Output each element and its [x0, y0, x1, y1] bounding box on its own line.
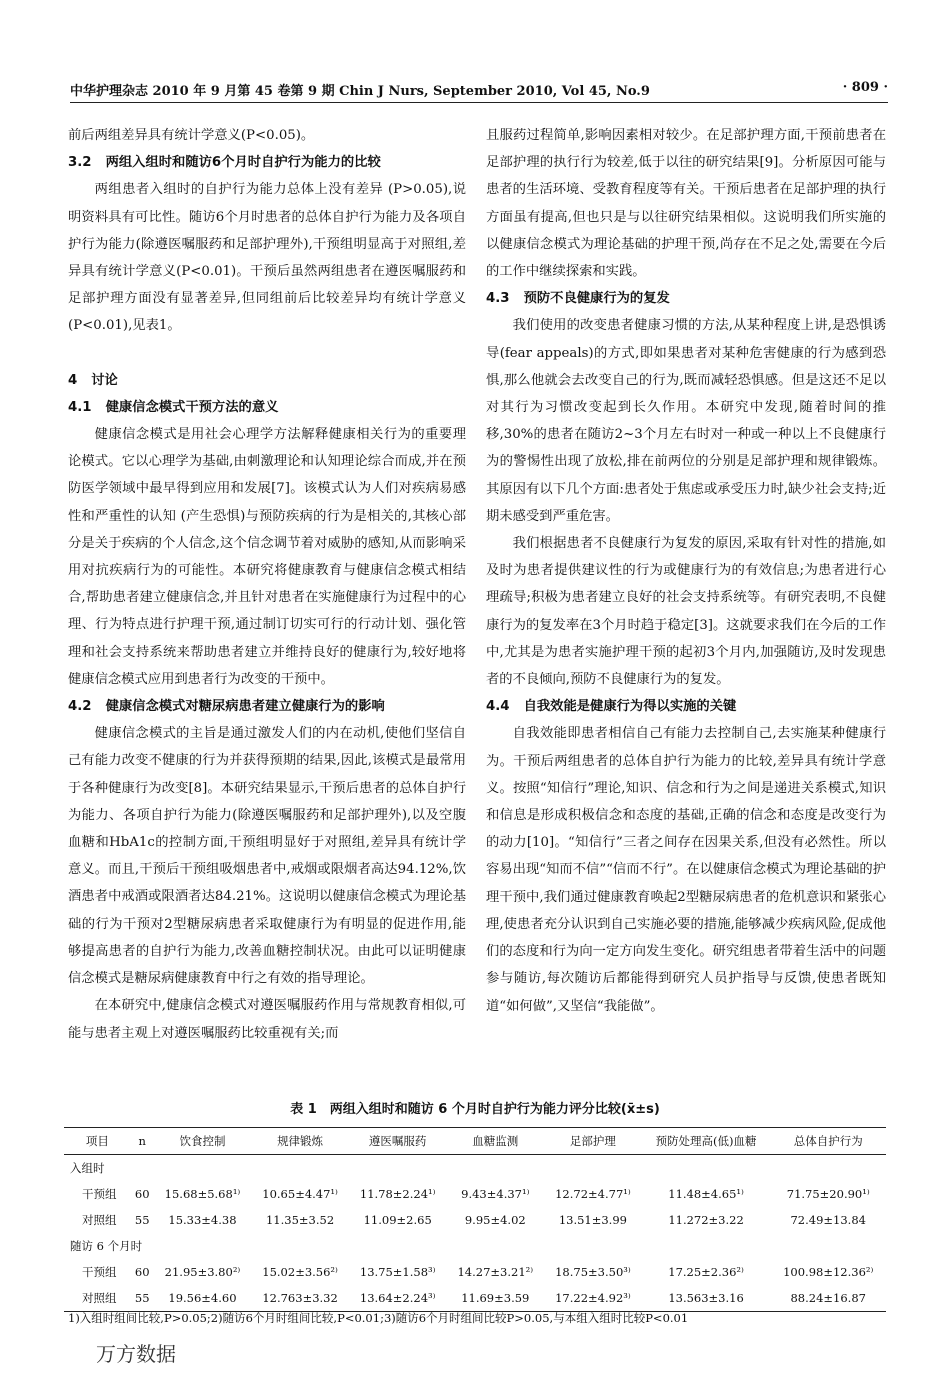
table-cell: 17.25±2.36²⁾: [668, 1265, 744, 1279]
column-header: 预防处理高(低)血糖: [655, 1134, 757, 1148]
table-cell: 15.68±5.68¹⁾: [164, 1187, 241, 1201]
table-header-row: [64, 1128, 886, 1155]
table-cell: 13.51±3.99: [558, 1213, 627, 1227]
table-cell: 21.95±3.80²⁾: [164, 1265, 241, 1279]
section-heading-4-4: 4.4 自我效能是健康行为得以实施的关键: [486, 699, 737, 715]
paragraph: 两组患者入组时的自护行为能力总体上没有差异 (P>0.05),说明资料具有可比性。随访6个月时患者的总体自护行为能力及各项自护行为能力(除遵医嘱服药和足部护理外),干预组明显高于对照组,差异具有统计学意义(P<0.01)。干预后虽然两组患者在遵医嘱服药和足部护理方面没有显著差异,但同组前后比较差异均有统计学意义(P<0.01),见表1。: [68, 182, 466, 334]
group-label: 随访 6 个月时: [70, 1239, 143, 1253]
right-column: [486, 122, 886, 1020]
paragraph: 健康信念模式的主旨是通过激发人们的内在动机,使他们坚信自己有能力改变不健康的行为并获得预期的结果,因此,该模式是最常用于各种健康行为改变[8]。本研究结果显示,干预后患者的总体自护行为能力、各项自护行为能力(除遵医嘱服药和足部护理外),以及空腹血糖和HbA1c的控制方面,干预组明显好于对照组,差异具有统计学意义。而且,干预后干预组吸烟患者中,戒烟或限烟者高达94.12%,饮酒患者中戒酒或限酒者达84.21%。这说明以健康信念模式为理论基础的行为干预对2型糖尿病患者采取健康行为有明显的促进作用,能够提高患者的自护行为能力,改善血糖控制状况。由此可以证明健康信念模式是糖尿病健康教育中行之有效的指导理论。: [68, 726, 466, 987]
table-cell: 60: [134, 1187, 150, 1201]
column-header: 足部护理: [569, 1134, 616, 1148]
table-cell: 14.27±3.21²⁾: [457, 1265, 534, 1279]
table-cell: 13.64±2.24³⁾: [359, 1291, 436, 1305]
table-cell: 17.22±4.92³⁾: [555, 1291, 631, 1305]
table-1: [64, 1098, 886, 1312]
table-cell: 15.33±4.38: [168, 1213, 237, 1227]
column-header: 项目: [85, 1134, 109, 1148]
table-cell: 11.09±2.65: [363, 1213, 432, 1227]
paragraph: 且服药过程简单,影响因素相对较少。在足部护理方面,干预前患者在足部护理的执行行为较差,低于以往的研究结果[9]。分析原因可能与患者的生活环境、受教育程度等有关。干预后患者在足部护理的执行方面虽有提高,但也只是与以往研究结果相似。这说明我们所实施的以健康信念模式为理论基础的护理干预,尚存在不足之处,需要在今后的工作中继续探索和实践。: [486, 128, 886, 280]
table-cell: 19.56±4.60: [168, 1291, 237, 1305]
paragraph: 在本研究中,健康信念模式对遵医嘱服药作用与常规教育相似,可能与患者主观上对遵医嘱服药比较重视有关;而: [68, 998, 466, 1041]
paragraph: 我们使用的改变患者健康习惯的方法,从某种程度上讲,是恐惧诱导(fear appeals)的方式,即如果患者对某种危害健康的行为感到恐惧,那么他就会去改变自己的行为,既而减轻恐惧感。但是这还不足以对其行为习惯改变起到长久作用。本研究中发现,随着时间的推移,30%的患者在随访2~3个月左右时对一种或一种以上不良健康行为的警惕性出现了放松,排在前两位的分别是足部护理和规律锻炼。其原因有以下几个方面:患者处于焦虑或承受压力时,缺少社会支持;近期未感受到严重危害。: [486, 318, 886, 524]
table-row: [64, 1285, 886, 1312]
table-cell: 88.24±16.87: [790, 1291, 866, 1305]
table-cell: 干预组: [82, 1187, 117, 1201]
column-header: 饮食控制: [179, 1134, 226, 1148]
table-cell: 18.75±3.50³⁾: [555, 1265, 631, 1279]
table-cell: 对照组: [82, 1213, 117, 1227]
table-cell: 9.43±4.37¹⁾: [461, 1187, 530, 1201]
column-header: 遵医嘱服药: [368, 1134, 427, 1148]
table-cell: 9.95±4.02: [464, 1213, 526, 1227]
table-cell: 10.65±4.47¹⁾: [262, 1187, 338, 1201]
table-cell: 13.563±3.16: [668, 1291, 744, 1305]
table-cell: 71.75±20.90¹⁾: [786, 1187, 870, 1201]
column-header: 规律锻炼: [277, 1134, 324, 1148]
table-group-row: [64, 1155, 886, 1182]
table-cell: 11.69±3.59: [461, 1291, 530, 1305]
table-cell: 60: [134, 1265, 150, 1279]
table-cell: 55: [134, 1213, 150, 1227]
left-column: [68, 122, 466, 1047]
table-cell: 72.49±13.84: [790, 1213, 866, 1227]
paragraph: 健康信念模式是用社会心理学方法解释健康相关行为的重要理论模式。它以心理学为基础,由刺激理论和认知理论综合而成,并在预防医学领域中最早得到应用和发展[7]。该模式认为人们对疾病易感性和严重性的认知 (产生恐惧)与预防疾病的行为是相关的,其核心部分是关于疾病的个人信念,这个信念调节着对威胁的感知,从而影响采用对抗疾病行为的可能性。本研究将健康教育与健康信念模式相结合,帮助患者建立健康信念,并且针对患者在实施健康行为过程中的心理、行为特点进行护理干预,通过制订切实可行的行动计划、强化管理和社会支持系统来帮助患者建立并维持良好的健康行为,较好地将健康信念模式应用到患者行为改变的干预中。: [68, 427, 466, 687]
table-cell: 11.78±2.24¹⁾: [359, 1187, 436, 1201]
column-header: 总体自护行为: [793, 1134, 863, 1148]
table-group-row: [64, 1233, 886, 1259]
table-caption: 表 1 两组入组时和随访 6 个月时自护行为能力评分比较(x̄±s): [290, 1102, 660, 1117]
paragraph: 自我效能即患者相信自己有能力去控制自己,去实施某种健康行为。干预后两组患者的总体自护行为能力的比较,差异具有统计学意义。按照“知信行”理论,知识、信念和行为之间是递进关系模式,知识和信息是形成积极信念和态度的基础,正确的信念和态度是改变行为的动力[10]。“知信行”三者之间存在因果关系,但没有必然性。所以容易出现“知而不信”“信而不行”。在以健康信念模式为理论基础的护理干预中,我们通过健康教育唤起2型糖尿病患者的危机意识和紧张心理,使患者充分认识到自己实施必要的措施,能够减少疾病风险,促成他们的态度和行为向一定方向发生变化。研究组患者带着生活中的问题参与随访,每次随访后都能得到研究人员护指导与反馈,使患者既知道“如何做”,又坚信“我能做”。: [486, 726, 886, 1014]
table-cell: 干预组: [82, 1265, 117, 1279]
running-header: [70, 76, 888, 103]
table-row: [64, 1259, 886, 1285]
table-cell: 12.763±3.32: [262, 1291, 338, 1305]
table-cell: 11.48±4.65¹⁾: [668, 1187, 744, 1201]
paragraph: 我们根据患者不良健康行为复发的原因,采取有针对性的措施,如及时为患者提供建议性的行为或健康行为的有效信息;为患者进行心理疏导;积极为患者建立良好的社会支持系统等。有研究表明,不良健康行为的复发率在3个月时趋于稳定[3]。这就要求我们在今后的工作中,尤其是为患者实施护理干预的起初3个月内,加强随访,及时发现患者的不良倾向,预防不良健康行为的复发。: [486, 536, 886, 688]
table-cell: 15.02±3.56²⁾: [262, 1265, 338, 1279]
section-heading-4-2: 4.2 健康信念模式对糖尿病患者建立健康行为的影响: [68, 699, 385, 715]
table-cell: 100.98±12.36²⁾: [783, 1265, 874, 1279]
section-heading-4-3: 4.3 预防不良健康行为的复发: [486, 291, 670, 307]
group-label: 入组时: [70, 1161, 105, 1175]
section-heading-4-1: 4.1 健康信念模式干预方法的意义: [68, 399, 279, 415]
table-cell: 12.72±4.77¹⁾: [555, 1187, 631, 1201]
page-number: · 809 ·: [842, 80, 888, 95]
journal-info: 中华护理杂志 2010 年 9 月第 45 卷第 9 期 Chin J Nurs, September 2010, Vol 45, No.9: [70, 84, 650, 99]
column-header: 血糖监测: [472, 1134, 519, 1148]
table-row: [64, 1207, 886, 1233]
section-heading-3-2: 3.2 两组入组时和随访6个月时自护行为能力的比较: [68, 155, 381, 171]
paragraph: 前后两组差异具有统计学意义(P<0.05)。: [68, 128, 315, 143]
column-header: n: [138, 1134, 146, 1148]
table-footnote: 1)入组时组间比较,P>0.05;2)随访6个月时组间比较,P<0.01;3)随访6个月时组间比较P>0.05,与本组入组时比较P<0.01: [68, 1311, 689, 1325]
table-cell: 11.35±3.52: [265, 1213, 335, 1227]
section-heading-4: 4 讨论: [68, 372, 118, 388]
table-cell: 55: [134, 1291, 150, 1305]
watermark: 万方数据: [96, 1342, 176, 1366]
data-table: [64, 1127, 886, 1312]
table-cell: 13.75±1.58³⁾: [359, 1265, 436, 1279]
table-cell: 11.272±3.22: [668, 1213, 744, 1227]
table-cell: 对照组: [82, 1291, 117, 1305]
table-row: [64, 1181, 886, 1207]
